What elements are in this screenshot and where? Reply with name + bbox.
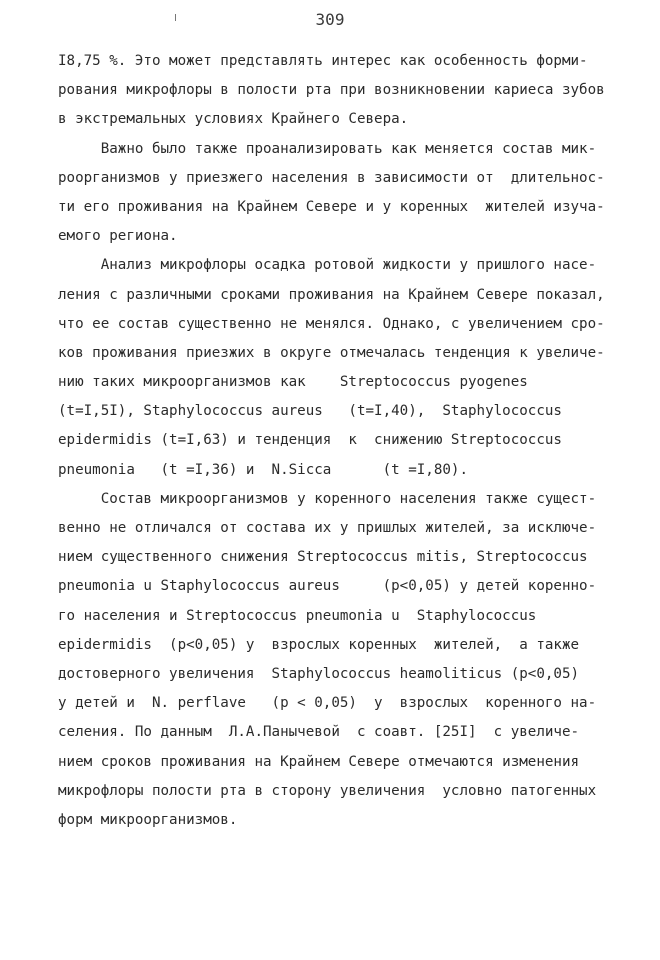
text-line: селения. По данным Л.А.Панычевой с соавт. [25I] с увеличе- [58,724,580,741]
text-line: достоверного увеличения Staphylococcus heamoliticus (p<0,05) [58,665,580,682]
text-line: в экстремальных условиях Крайнего Севера. [58,111,409,128]
text-line: pneumonia u Staphylococcus aureus (p<0,05) у детей коренно- [58,578,597,595]
text-line: Состав микроорганизмов у коренного населения также сущест- [58,490,597,507]
text-line: что ее состав существенно не менялся. Однако, с увеличением сро- [58,315,605,332]
text-line: Анализ микрофлоры осадка ротовой жидкости у пришлого насе- [58,257,597,274]
text-line: ков проживания приезжих в округе отмечалась тенденция к увеличе- [58,344,605,361]
text-line: рования микрофлоры в полости рта при возникновении кариеса зубов [58,82,605,99]
text-line: epidermidis (t=I,63) и тенденция к снижению Streptococcus [58,432,562,449]
text-line: у детей и N. perflave (p < 0,05) у взрослых коренного на- [58,695,597,712]
text-line: микрофлоры полости рта в сторону увеличения условно патогенных [58,782,597,799]
text-line: epidermidis (p<0,05) у взрослых коренных жителей, а также [58,636,580,653]
text-line: ти его проживания на Крайнем Севере и у коренных жителей изуча- [58,198,605,215]
text-line: нием существенного снижения Streptococcus mitis, Streptococcus [58,549,588,566]
text-line: нию таких микроорганизмов как Streptococcus pyogenes [58,374,528,391]
text-line: I8,75 %. Это может представлять интерес как особенность форми- [58,53,588,69]
text-line: венно не отличался от состава их у пришлых жителей, за исключе- [58,520,597,536]
text-line: Важно было также проанализировать как меняется состав мик- [58,140,597,157]
scan-mark [175,14,176,21]
text-line: емого региона. [58,228,178,245]
text-line: нием сроков проживания на Крайнем Севере отмечаются изменения [58,753,580,770]
text-line: форм микроорганизмов. [58,811,238,828]
body-text [58,47,610,835]
text-line: (t=I,5I), Staphylococcus aureus (t=I,40), Staphylococcus [58,403,562,420]
text-line: го населения и Streptococcus pneumonia u Staphylococcus [58,607,537,624]
page-number: 309 [315,10,345,29]
text-line: ления с различными сроками проживания на Крайнем Севере показал, [58,286,605,303]
text-line: роорганизмов у приезжего населения в зависимости от длительнос- [58,169,605,186]
text-line: pneumonia (t =I,36) и N.Sicca (t =I,80). [58,461,468,478]
